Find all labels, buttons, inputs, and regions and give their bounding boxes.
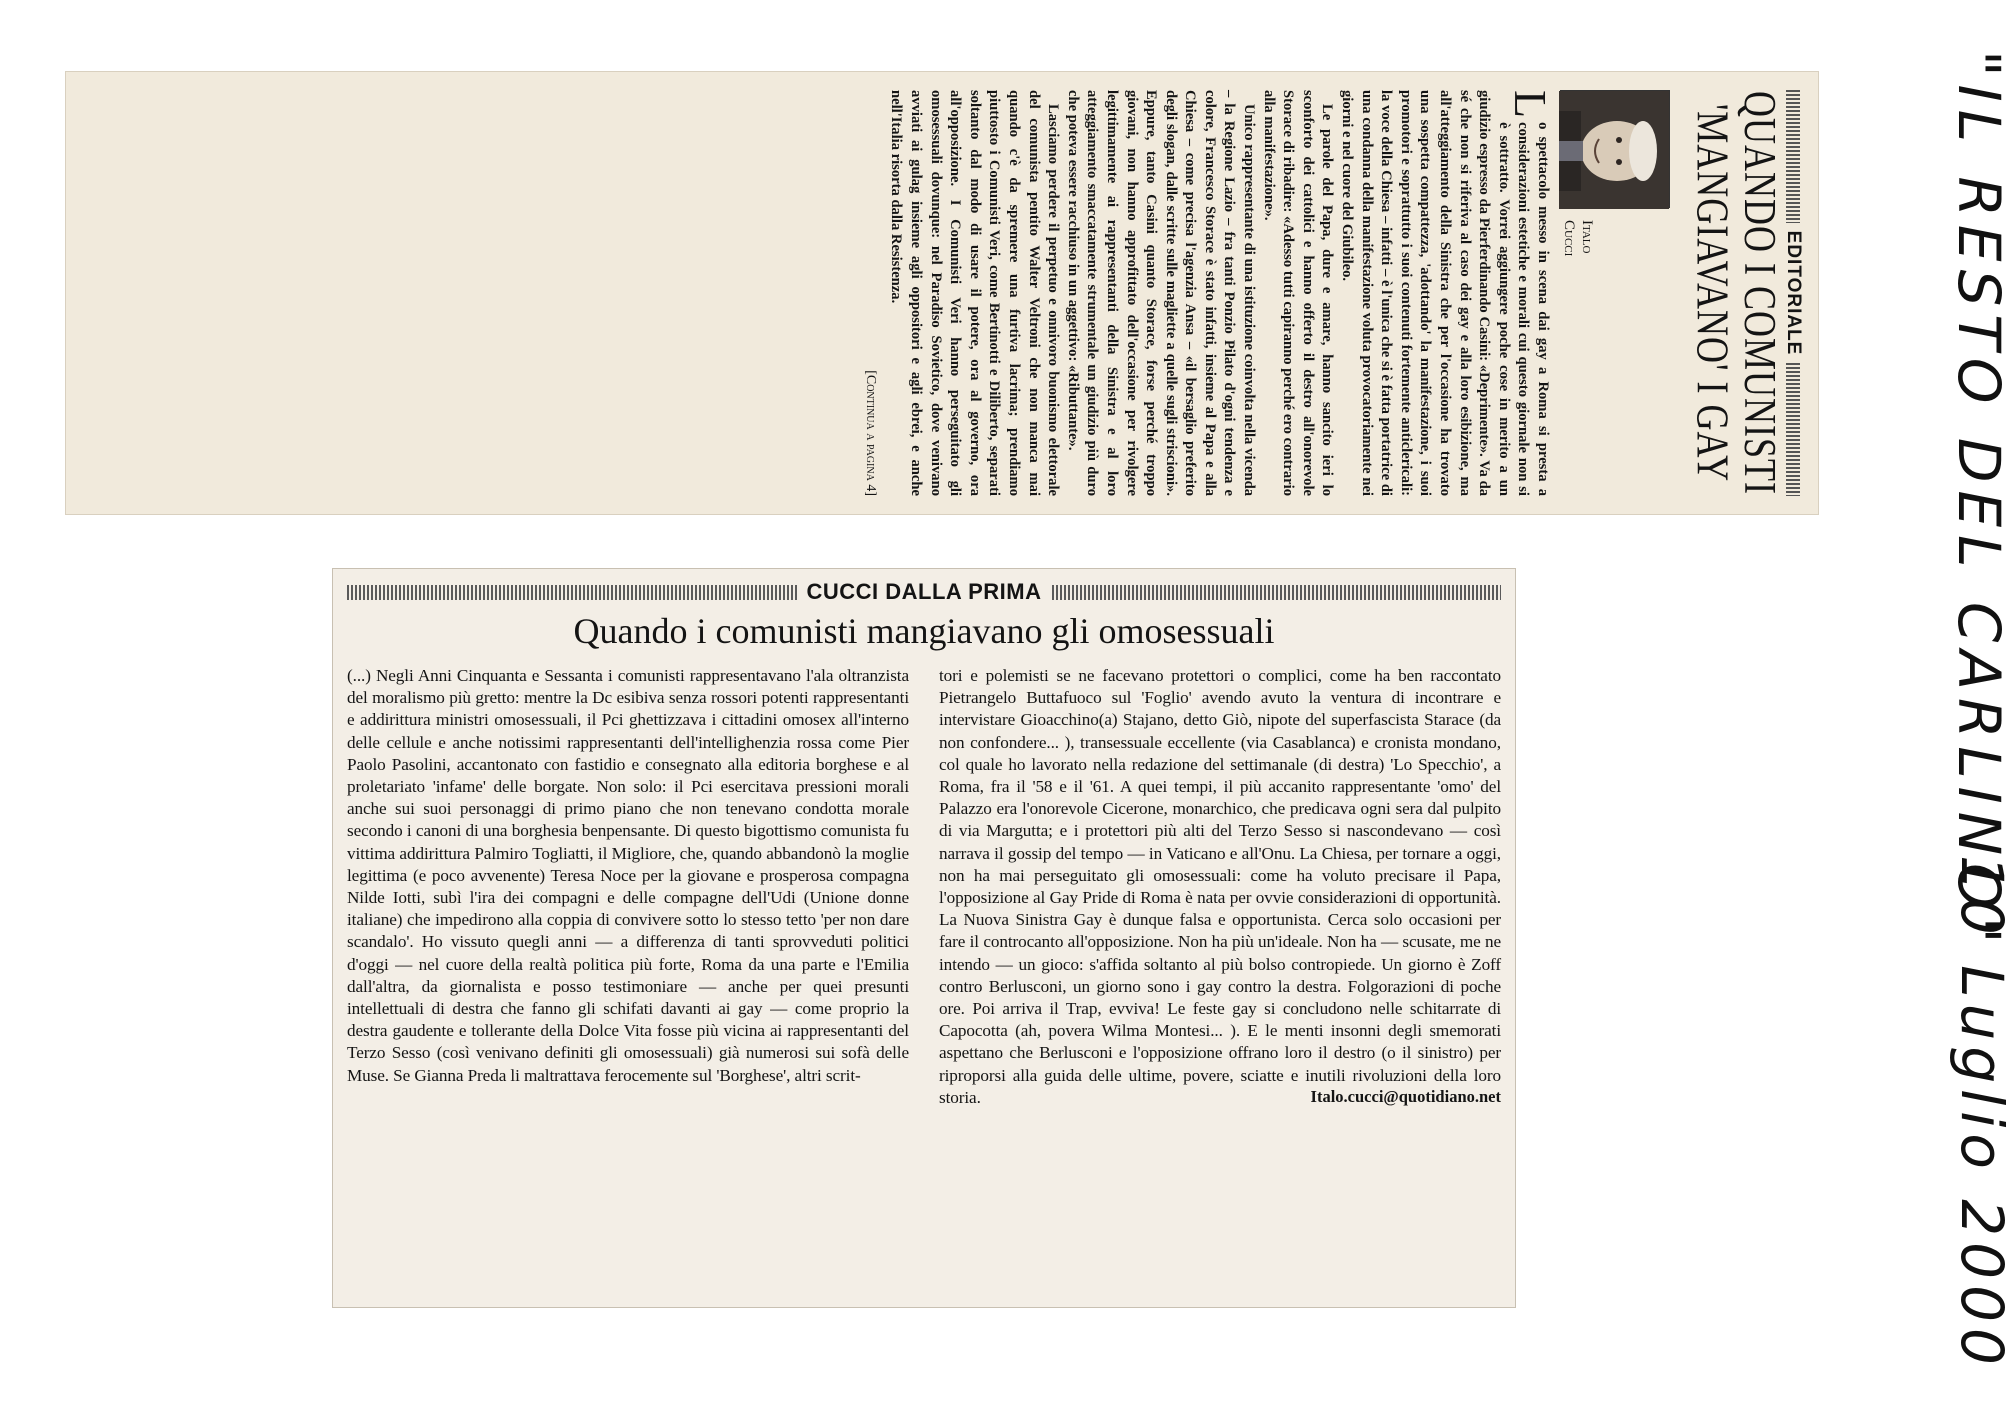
editorial-paragraph: Le parole del Papa, dure e amare, hanno sancito ieri lo sconforto dei cattolici e hanno offerto il destro all'onorevole Storace di ribadire: «Adesso tutti capiranno perché ero contrario alla manifestazione».	[1260, 90, 1336, 496]
editorial-stripe-right	[1786, 363, 1800, 496]
cucci-column-right: tori e polemisti se ne facevano protettori o complici, come ha ben raccontato Pietrangelo Buttafuoco sul 'Foglio' avendo avuto la ventura di incontrare e intervistare Gioacchino(a) Stajano, detto Giò, nipote del superfascista Starace (da non confondere... ), transessuale eccellente (via Casablanca) e cronista mondano, col quale ho lavorato nella redazione del settimanale (di destra) 'Lo Specchio', a Roma, fra il '58 e il '61. A quei tempi, il più accanito rappresentante 'omo' del Palazzo era l'onorevole Cicerone, monarchico, che predicava ogni sera dal pulpito di via Margutta; e i protettori più alti del Terzo Sesso si nascondevano — così narrava il gossip del tempo — in Vaticano e all'Onu. La Chiesa, per tornare a oggi, non ha mai perseguitato gli omosessuali: come ha voluto precisare il Papa, l'opposizione al Gay Pride di Roma è nata per ovvie considerazioni di opportunità. La Nuova Sinistra Gay è dunque falsa e opportunista. Cerca solo occasioni per fare il controcanto all'opposizione. Non ha più un'ideale. Non ha — scusate, me ne intendo — un gioco: s'affida soltanto al più bolso contropiede. Un giorno è Zoff contro Berlusconi, un giorno sono i gay contro la destra. Folgorazioni di poche ore. Poi arriva il Trap, evviva! Le feste gay si concludono nelle schitarrate di Capocotta (ah, povera Wilma Montesi... ). E le menti insonni degli smemorati aspettano che Berlusconi e l'opposizione offrano loro il destro (o il sinistro) per riproporsi alla guida delle ultime, povere, sciatte e inutili rivoluzioni della loro storia.	[939, 666, 1501, 1107]
author-last-name: Cucci	[1561, 220, 1577, 257]
editorial-title	[1689, 90, 1784, 496]
editorial-section-label: EDITORIALE	[1783, 230, 1804, 356]
cucci-stripe-right	[1052, 585, 1502, 600]
author-photo	[1560, 90, 1670, 208]
cucci-signature-email: Italo.cucci@quotidiano.net	[1310, 1087, 1501, 1107]
editorial-dropcap: L	[1505, 90, 1556, 119]
editorial-byline	[1560, 90, 1670, 496]
cucci-stripe-left	[347, 585, 797, 600]
editorial-paragraph-text: o spettacolo messo in scena dai gay a Roma si presta a considerazioni estetiche e morali cui questo giornale non si è sottratto. Vorrei aggiungere poche cose in merito a un giudizio espresso da Pierferdinando Casini: «Deprimente». Va da sé che non si riferiva al caso dei gay e alla loro esibizione, ma all'atteggiamento della Sinistra che per l'occasione ha trovato una sospetta compattezza, 'adottando' la manifestazione, i suoi promotori e soprattutto i suoi contenuti fortemente anticlericali: la voce della Chiesa – infatti – è l'unica che si è fatta portatrice di una condanna della manifestazione voluta provocatoriamente nei giorni e nel cuore del Giubileo.	[1339, 90, 1551, 496]
editorial-body	[860, 90, 1556, 496]
author-first-name: Italo	[1579, 220, 1595, 254]
editorial-paragraph: Lasciamo perdere il perpetuo e onnivoro buonismo elettorale del comunista pentito Walter Veltroni che non manca mai quando c'è da spremere una furtiva lacrima; prendiamo piuttosto i Comunisti Veri, come Bertinotti e Diliberto, separati soltanto dal modo di usare il potere, ora al governo, ora all'opposizione. I Comunisti Veri hanno perseguitato gli omosessuali dovunque: nel Paradiso Sovietico, dove venivano avviati ai gulag insieme agli oppositori e agli ebrei, e anche nell'Italia risorta dalla Resistenza.	[888, 90, 1062, 496]
handwritten-newspaper-name: "IL RESTO DEL CARLINO"	[1945, 50, 2013, 952]
cucci-columns	[347, 665, 1501, 1107]
editorial-paragraph	[1336, 90, 1556, 496]
cucci-section-label: CUCCI DALLA PRIMA	[806, 579, 1042, 604]
cucci-header	[347, 579, 1501, 605]
cucci-column-right-wrap	[939, 665, 1501, 1107]
editorial-author	[1560, 220, 1596, 256]
editorial-stripe-left	[1786, 90, 1800, 223]
cucci-column-left: (...) Negli Anni Cinquanta e Sessanta i comunisti rappresentavano l'ala oltranzista del moralismo più gretto: mentre la Dc esibiva senza rossori potenti rappresentanti e addirittura ministri omosessuali, il Pci ghettizzava i cittadini omosex all'interno delle cellule e anche notissimi rappresentanti dell'intellighenzia rossa come Pier Paolo Pasolini, accantonato con fastidio e consegnato alla editoria borghese e al proletariato 'infame' delle borgate. Non solo: il Pci esercitava pressioni morali anche sui suoi personaggi di primo piano che non tenevano condotta morale secondo i canoni di una borghesia benpensante. Di questo bigottismo comunista fu vittima addirittura Palmiro Togliatti, il Migliore, che, quando abbandonò la moglie legittima (e poco avvenente) Teresa Noce per la giovane e prosperosa compagna Nilde Iotti, subì l'ira dei compagni e delle compagne dell'Udi (Unione donne italiane) che impedirono alla coppia di convivere sotto lo stesso tetto 'per non dare scandalo'. Ho vissuto quegli anni — a differenza di tanti sprovveduti politici d'oggi — nel cuore della realtà politica più forte, Roma da una parte e l'Emilia dall'altra, da giornalista e posso testimoniare — anche per quei presunti intellettuali di destra che fanno gli schifati davanti ai gay — come proprio la destra gaudente e tollerante della Dolce Vita fosse più vicina ai rappresentanti del Terzo Sesso (così venivano definiti gli omosessuali) già numerosi sui sofà delle Muse. Se Gianna Preda li maltrattava ferocemente sul 'Borghese', altri scrit-	[347, 666, 909, 1085]
editorial-paragraph: Unico rappresentante di una istituzione coinvolta nella vicenda – la Regione Lazio – fra tanti Ponzio Pilato d'ogni tendenza e colore, Francesco Storace è stato infatti, insieme al Papa e alla Chiesa – come precisa l'agenzia Ansa – «il bersaglio preferito degli slogan, dalle scritte sulle magliette a quelle sugli striscioni». Eppure, tanto Casini quanto Storace, forse perché troppo giovani, non hanno approfittato dell'occasione per rivolgere legittimamente ai rappresentanti della Sinistra e al loro atteggiamento smaccatamente strumentale un giudizio più duro che poteva essere racchiuso in un aggettivo: «Ributtante».	[1064, 90, 1258, 496]
handwritten-date: 10 Luglio 2000	[1948, 855, 2016, 1371]
cucci-dalla-prima-clipping	[332, 568, 1516, 1308]
editorial-title-line2: 'MANGIAVANO' I GAY	[1687, 103, 1738, 483]
editorial-rotated-content	[66, 72, 1818, 514]
editorial-clipping	[66, 72, 1818, 514]
editorial-title-line1: QUANDO I COMUNISTI	[1734, 91, 1785, 495]
editorial-continua: [Continua a pagina 4]	[862, 370, 878, 496]
cucci-article-title: Quando i comunisti mangiavano gli omosessuali	[573, 611, 1275, 651]
